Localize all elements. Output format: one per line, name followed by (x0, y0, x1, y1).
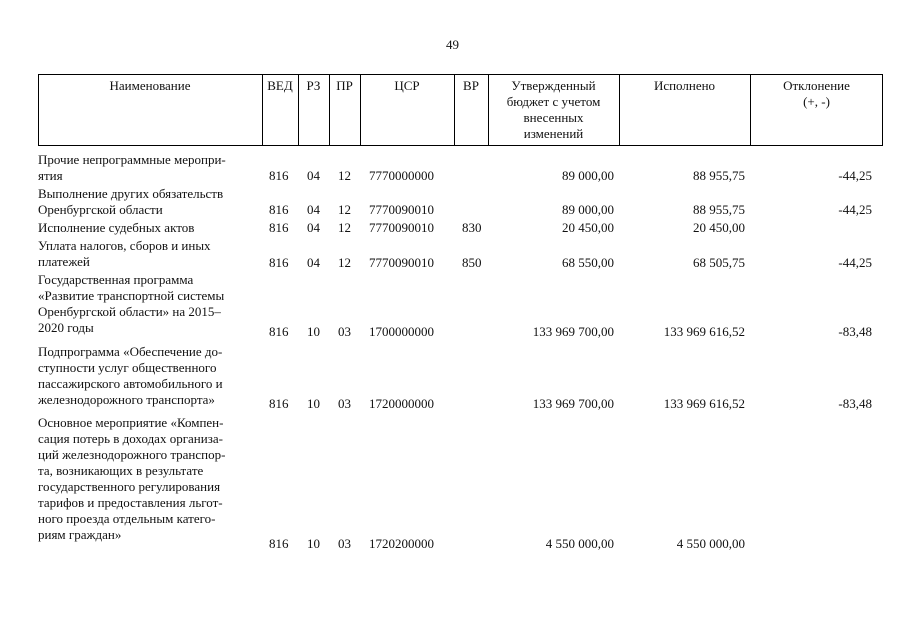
page-number: 49 (446, 37, 459, 52)
row-name: Основное мероприятие «Компен- сация потерь в доходах организа- ций железнодорожного транспор- та, возникающих в результате государственного регулирования тарифов и предоставления льгот- ного проезда отдельным катего- риям граждан» (38, 415, 226, 542)
cell-approved: 133 969 700,00 (532, 396, 614, 411)
cell-pr: 12 (338, 220, 351, 235)
header-approved-line: изменений (523, 126, 584, 141)
cell-executed: 88 955,75 (693, 202, 745, 217)
cell-vr: 850 (462, 255, 482, 270)
header-deviation (750, 78, 883, 110)
cell-executed: 4 550 000,00 (676, 536, 745, 551)
cell-csr: 7770090010 (369, 202, 434, 217)
cell-deviation: -44,25 (838, 168, 872, 183)
cell-pr: 12 (338, 168, 351, 183)
header-approved-line: бюджет с учетом (506, 94, 601, 109)
cell-pr: 03 (338, 536, 351, 551)
cell-ved: 816 (269, 202, 289, 217)
cell-ved: 816 (269, 396, 289, 411)
header-approved-line: внесенных (523, 110, 584, 125)
cell-pr: 03 (338, 324, 351, 339)
row-name: Государственная программа «Развитие транспортной системы Оренбургской области» на 2015– 2020 годы (38, 272, 225, 335)
cell-csr: 7770000000 (369, 168, 434, 183)
cell-approved: 4 550 000,00 (545, 536, 614, 551)
cell-ved: 816 (269, 324, 289, 339)
cell-executed: 133 969 616,52 (663, 324, 745, 339)
cell-vr: 830 (462, 220, 482, 235)
row-name: Уплата налогов, сборов и иных платежей (38, 238, 211, 269)
header-approved (488, 78, 619, 142)
cell-rz: 04 (307, 168, 320, 183)
cell-csr: 1700000000 (369, 324, 434, 339)
header-name: Наименование (109, 78, 191, 93)
cell-ved: 816 (269, 220, 289, 235)
cell-rz: 04 (307, 202, 320, 217)
cell-ved: 816 (269, 168, 289, 183)
cell-approved: 20 450,00 (562, 220, 614, 235)
cell-approved: 68 550,00 (562, 255, 614, 270)
cell-rz: 10 (307, 396, 320, 411)
cell-pr: 03 (338, 396, 351, 411)
cell-executed: 133 969 616,52 (663, 396, 745, 411)
header-approved-line: Утвержденный (511, 78, 596, 93)
header-pr: ПР (336, 78, 353, 93)
header-vr: ВР (463, 78, 479, 93)
cell-pr: 12 (338, 255, 351, 270)
cell-executed: 68 505,75 (693, 255, 745, 270)
cell-rz: 04 (307, 220, 320, 235)
header-deviation-line: Отклонение (783, 78, 850, 93)
cell-deviation: -44,25 (838, 255, 872, 270)
header-csr: ЦСР (394, 78, 420, 93)
cell-csr: 1720000000 (369, 396, 434, 411)
cell-executed: 20 450,00 (693, 220, 745, 235)
cell-deviation: -44,25 (838, 202, 872, 217)
cell-rz: 04 (307, 255, 320, 270)
cell-rz: 10 (307, 324, 320, 339)
cell-rz: 10 (307, 536, 320, 551)
cell-approved: 133 969 700,00 (532, 324, 614, 339)
row-name: Подпрограмма «Обеспечение до- ступности услуг общественного пассажирского автомобильного и железнодорожного транспорта» (38, 344, 223, 407)
cell-ved: 816 (269, 536, 289, 551)
header-deviation-line: (+, -) (803, 94, 830, 109)
cell-pr: 12 (338, 202, 351, 217)
row-name: Исполнение судебных актов (38, 220, 195, 235)
cell-ved: 816 (269, 255, 289, 270)
row-name: Выполнение других обязательств Оренбургской области (38, 186, 224, 217)
cell-deviation: -83,48 (838, 396, 872, 411)
header-executed: Исполнено (653, 78, 716, 93)
cell-approved: 89 000,00 (562, 168, 614, 183)
cell-csr: 7770090010 (369, 220, 434, 235)
cell-deviation: -83,48 (838, 324, 872, 339)
cell-approved: 89 000,00 (562, 202, 614, 217)
row-name: Прочие непрограммные меропри- ятия (38, 152, 226, 183)
cell-executed: 88 955,75 (693, 168, 745, 183)
cell-csr: 1720200000 (369, 536, 434, 551)
header-rz: РЗ (306, 78, 321, 93)
header-ved: ВЕД (267, 78, 293, 93)
cell-csr: 7770090010 (369, 255, 434, 270)
